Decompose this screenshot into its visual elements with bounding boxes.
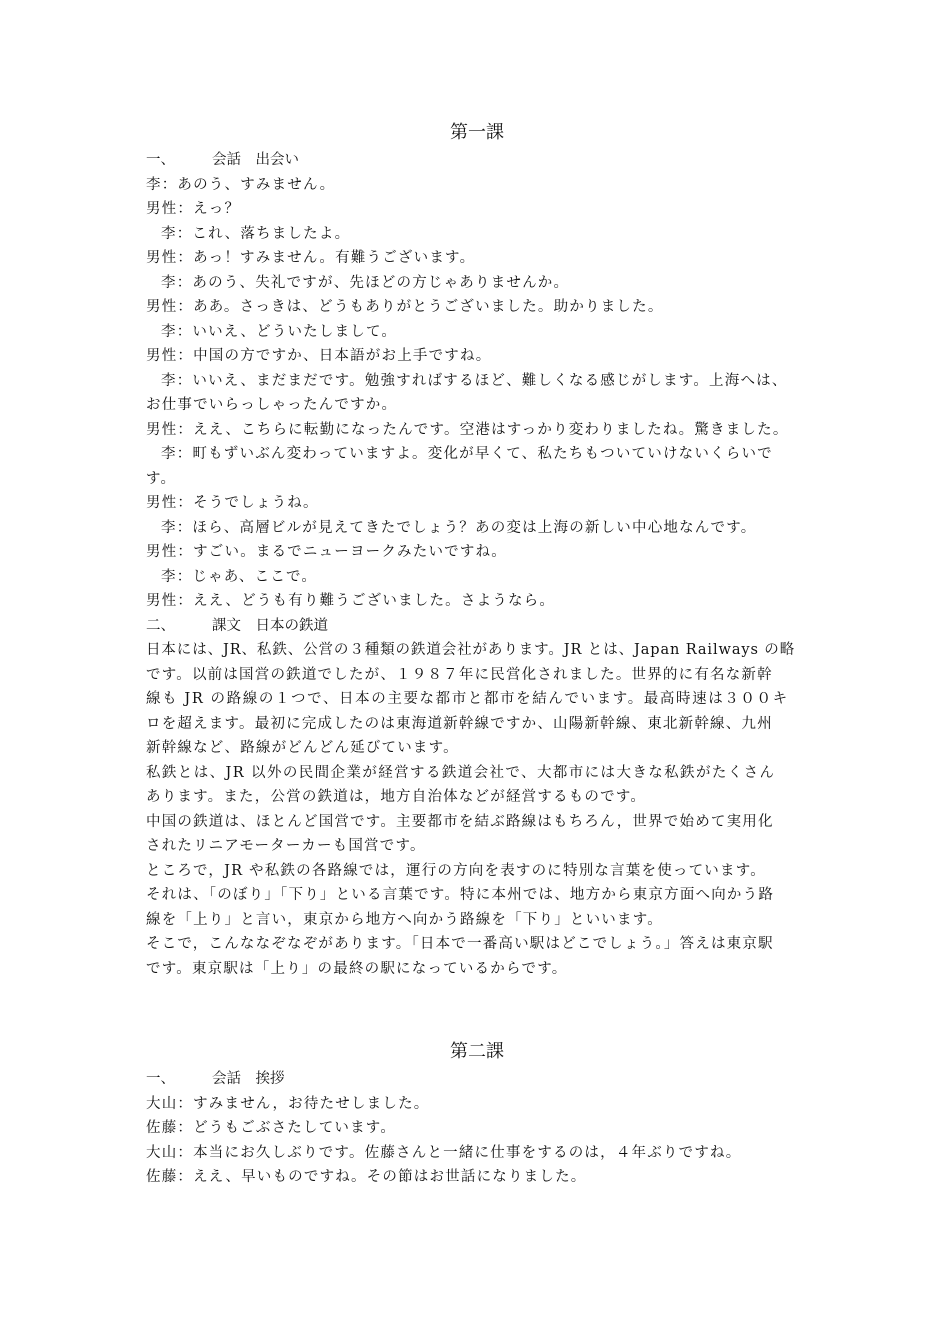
dialogue-line: 李：いいえ、どういたしまして。 bbox=[161, 323, 398, 340]
dialogue-line: 佐藤：ええ、早いものですね。その節はお世話になりました。 bbox=[146, 1169, 587, 1185]
text-line: あります。また，公営の鉄道は，地方自治体などが経営するものです。 bbox=[146, 789, 647, 805]
text-line: ところで，JR や私鉄の各路線では，運行の方向を表すのに特別な言葉を使っています。 bbox=[146, 862, 766, 879]
text-line: 線も JR の路線の１つで、日本の主要な都市と都市を結んでいます。最高時速は３００キ bbox=[146, 691, 789, 707]
lesson2-title: 第二課 bbox=[450, 1041, 504, 1062]
lesson2-section1-heading bbox=[146, 1067, 808, 1092]
dialogue-line: す。 bbox=[146, 470, 177, 487]
text-line: です。東京駅は「上り」の最終の駅になっているからです。 bbox=[146, 960, 568, 977]
document-page bbox=[146, 118, 808, 1190]
text-line: です。以前は国営の鉄道でしたが、１９８７年に民営化されました。世界的に有名な新幹 bbox=[146, 666, 773, 683]
lesson1-section1-heading bbox=[146, 148, 808, 173]
dialogue-line: 李：あのう、すみません。 bbox=[146, 176, 336, 193]
dialogue-line: 李：これ、落ちましたよ。 bbox=[161, 225, 351, 242]
dialogue-line: 男性：えっ？ bbox=[146, 201, 241, 217]
text-line: 新幹線など、路線がどんどん延びています。 bbox=[146, 740, 459, 756]
text-line: そこで，こんななぞなぞがあります。「日本で一番高い駅はどこでしょう。」答えは東京駅 bbox=[146, 936, 774, 952]
lesson1-dialogue bbox=[146, 173, 808, 614]
text-line: 中国の鉄道は、ほとんど国営です。主要都市を結ぶ路線はもちろん，世界で始めて実用化 bbox=[146, 813, 774, 830]
section-title: 会話 出会い bbox=[212, 152, 299, 168]
section-number: 二、 bbox=[146, 617, 175, 634]
text-line: されたリニアモーターカーも国営です。 bbox=[146, 838, 426, 854]
text-line: ロを超えます。最初に完成したのは東海道新幹線ですか、山陽新幹線、東北新幹線、九州 bbox=[146, 715, 773, 732]
lesson1-title: 第一課 bbox=[450, 122, 504, 143]
text-line: 日本には、JR、私鉄、公営の３種類の鉄道会社があります。JR とは、Japan Railways の略 bbox=[146, 642, 796, 658]
dialogue-line: 男性：ええ、こちらに転勤になったんです。空港はすっかり変わりましたね。驚きました。 bbox=[146, 421, 789, 438]
lesson2-dialogue bbox=[146, 1092, 808, 1190]
text-line: 私鉄とは、JR 以外の民間企業が経営する鉄道会社で、大都市には大きな私鉄がたくさん bbox=[146, 764, 776, 781]
dialogue-line: 男性：あっ！すみません。有難うございます。 bbox=[146, 250, 476, 266]
text-line: 線を「上り」と言い，東京から地方へ向かう路線を「下り」といいます。 bbox=[146, 911, 663, 928]
dialogue-line: 佐藤：どうもごぶさたしています。 bbox=[146, 1120, 397, 1136]
dialogue-line: 男性：そうでしょうね。 bbox=[146, 495, 319, 511]
dialogue-line: お仕事でいらっしゃったんですか。 bbox=[146, 397, 398, 413]
section-number: 一、 bbox=[146, 1071, 175, 1087]
dialogue-line: 李：あのう、失礼ですが、先ほどの方じゃありませんか。 bbox=[161, 274, 570, 291]
dialogue-line: 李：いいえ、まだまだです。勉強すればするほど、難しくなる感じがします。上海へは、 bbox=[161, 372, 788, 389]
text-line: それは、「のぼり」「下り」といる言葉です。特に本州では、地方から東京方面へ向かう路 bbox=[146, 887, 775, 903]
dialogue-line: 大山：すみません，お待たせしました。 bbox=[146, 1095, 430, 1112]
lesson1-section2-heading bbox=[146, 614, 808, 639]
dialogue-line: 男性：ええ、どうも有り難うございました。さようなら。 bbox=[146, 593, 556, 609]
section-title: 課文 日本の鉄道 bbox=[212, 617, 328, 634]
dialogue-line: 李：ほら、高層ビルが見えてきたでしょう？あの変は上海の新しい中心地なんです。 bbox=[161, 519, 757, 536]
section-number: 一、 bbox=[146, 152, 175, 168]
spacer bbox=[146, 981, 808, 1037]
lesson1-reading-text bbox=[146, 638, 808, 981]
dialogue-line: 李：町もずいぶん変わっていますよ。変化が早くて、私たちもついていけないくらいで bbox=[161, 446, 773, 462]
dialogue-line: 男性：中国の方ですか、日本語がお上手ですね。 bbox=[146, 348, 492, 364]
dialogue-line: 李：じゃあ、ここで。 bbox=[161, 568, 318, 585]
dialogue-line: 男性：すごい。まるでニューヨークみたいですね。 bbox=[146, 544, 507, 560]
dialogue-line: 男性：ああ。さっきは、どうもありがとうございました。助かりました。 bbox=[146, 299, 664, 315]
dialogue-line: 大山：本当にお久しぶりです。佐藤さんと一緒に仕事をするのは，４年ぶりですね。 bbox=[146, 1144, 742, 1161]
section-title: 会話 挨拶 bbox=[212, 1071, 285, 1087]
